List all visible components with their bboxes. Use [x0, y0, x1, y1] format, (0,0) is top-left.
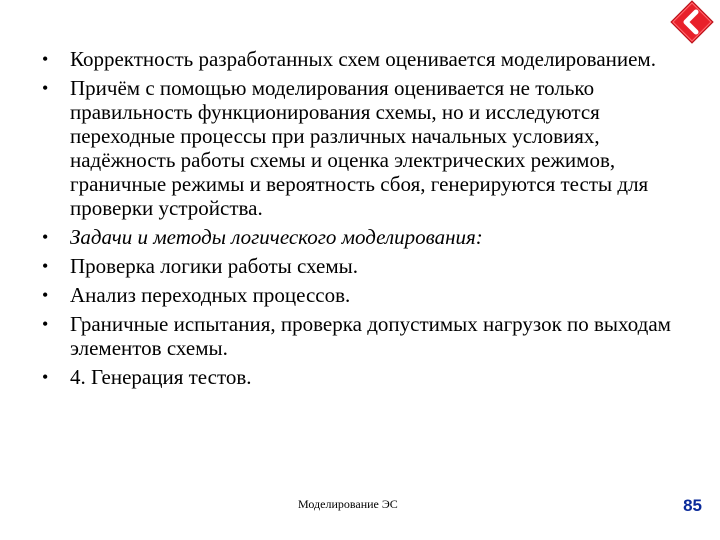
bullet-marker: • — [42, 314, 49, 334]
list-item — [42, 283, 692, 307]
list-item — [42, 47, 692, 71]
list-item — [42, 76, 692, 220]
list-item — [42, 225, 692, 249]
bullet-text: Анализ переходных процессов. — [70, 283, 351, 307]
list-item — [42, 365, 692, 389]
bullet-marker: • — [42, 367, 49, 387]
bullet-text: Проверка логики работы схемы. — [70, 254, 359, 278]
bullet-text: Причём с помощью моделирования оценивается не только правильность функционирования схемы, но и исследуются переходные процессы при различных начальных условиях, надёжность работы схемы и оценка электрических режимов, граничные режимы и вероятность сбоя, генерируются тесты для проверки устройства. — [70, 76, 649, 220]
page-number: 85 — [683, 496, 702, 515]
list-item — [42, 312, 692, 360]
bullet-text: 4. Генерация тестов. — [70, 365, 252, 389]
footer-title: Моделирование ЭС — [298, 497, 398, 511]
bullet-marker: • — [42, 78, 49, 98]
back-button[interactable] — [670, 0, 714, 44]
bullet-text-heading: Задачи и методы логического моделирования: — [70, 225, 483, 249]
bullet-text: Граничные испытания, проверка допустимых нагрузок по выходам элементов схемы. — [70, 312, 671, 360]
bullet-marker: • — [42, 49, 49, 69]
bullet-list — [42, 47, 692, 394]
list-item — [42, 254, 692, 278]
bullet-marker: • — [42, 285, 49, 305]
chevron-left-icon — [670, 0, 714, 44]
bullet-text: Корректность разработанных схем оценивается моделированием. — [70, 47, 656, 71]
bullet-marker: • — [42, 227, 49, 247]
bullet-marker: • — [42, 256, 49, 276]
